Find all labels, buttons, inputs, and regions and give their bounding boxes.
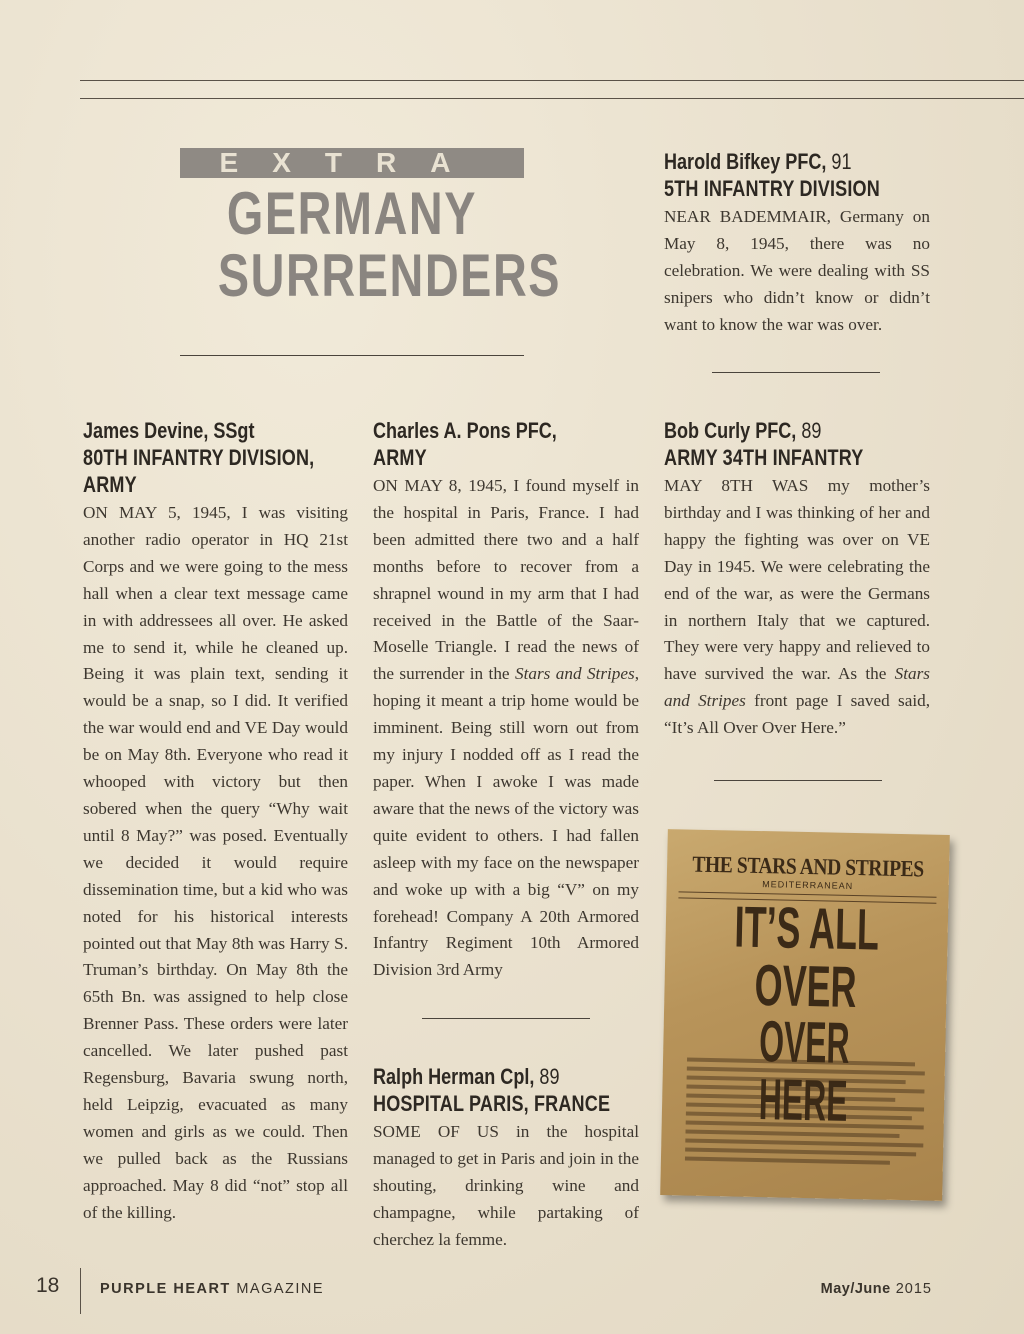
page-number: 18 [36, 1274, 60, 1297]
newspaper-title: Stars and Stripes [514, 664, 635, 684]
article-name: Bob Curly PFC, 89 [664, 418, 822, 443]
article-devine [83, 417, 348, 1226]
divider-bifkey [712, 372, 880, 373]
extra-banner: EXTRA [180, 148, 524, 178]
article-bifkey [664, 148, 930, 339]
article-name: Charles A. Pons PFC, [373, 418, 557, 443]
headline-line2: SURRENDERS [217, 242, 562, 309]
article-pons [373, 417, 639, 984]
issue-date: May/June 2015 [820, 1281, 932, 1297]
newspaper-title: Stars and Stripes [664, 664, 930, 711]
footer-rule [80, 1268, 81, 1314]
article-unit: HOSPITAL PARIS, FRANCE [373, 1091, 611, 1116]
article-name: James Devine, SSgt [83, 418, 255, 443]
article-body: SOME OF US in the hospital managed to get in Paris and join in the shouting, drinking wine and champagne, while partaking of cherchez la femme. [373, 1122, 639, 1249]
article-name: Ralph Herman Cpl, 89 [373, 1064, 560, 1089]
newspaper-photo [660, 829, 950, 1201]
divider-pons [422, 1018, 590, 1019]
article-body: NEAR BADEMMAIR, Germany on May 8, 1945, there was no celebration. We were dealing with SS snipers who didn’t know or didn’t want to know the war was over. [664, 207, 930, 334]
article-body: ON MAY 8, 1945, I found myself in the hospital in Paris, France. I had been admitted there two and a half months before to recover from a shrapnel wound in my arm that I had received in the Battle of the Saar-Moselle Triangle. I read the news of the surrender in the Stars and Stripes, hoping it meant a trip home would be imminent. Being still worn out from my injury I nodded off as I read the paper. When I awoke I was made aware that the news of the victory was quite evident to others. I had fallen asleep with my face on the newspaper and woke up with a big “V” on my forehead! Company A 20th Armored Infantry Regiment 10th Armored Division 3rd Army [373, 476, 640, 980]
article-body: ON MAY 5, 1945, I was visiting another radio operator in HQ 21st Corps and we were going to the mess hall when a clear text message came in with addressees all over. He asked me to send it, while he cleaned up. Being it was plain text, sending it would be a snap, so I did. It verified the war would end and VE Day would be on May 8th. Everyone who read it whooped with victory but then sobered when the query “Why wait until 8 May?” was posed. Eventually we decided it would require dissemination time, but a kid who was noted for his historical interests pointed out that May 8th was Harry S. Truman’s birthday. On May 8th the 65th Bn. was assigned to help close Brenner Pass. These orders were later cancelled. We later pushed past Regensburg, Bavaria swung north, held Leipzig, evacuated as many women and girls as we could. Then we pulled back as the Russians approached. May 8 did “not” stop all of the killing. [83, 503, 348, 1222]
article-curly [664, 417, 930, 742]
article-herman [373, 1063, 639, 1254]
article-unit-line2: ARMY [83, 472, 137, 497]
article-body: MAY 8TH WAS my mother’s birthday and I was thinking of her and happy the fighting was over on VE Day in 1945. We were celebrating the end of the war, as were the Germans in northern Italy that we captured. They were very happy and relieved to have survived the war. As the Stars and Stripes front page I saved said, “It’s All Over Over Here.” [664, 476, 930, 738]
article-unit: 5TH INFANTRY DIVISION [664, 176, 880, 201]
magazine-title: PURPLE HEART MAGAZINE [100, 1281, 325, 1297]
newspaper-headline-line3: OVER HERE [758, 1009, 851, 1134]
article-unit: ARMY 34TH INFANTRY [664, 445, 864, 470]
newspaper-masthead: THE STARS AND STRIPES [692, 851, 925, 882]
article-unit: 80TH INFANTRY DIVISION, [83, 445, 315, 470]
divider-curly [714, 780, 882, 781]
top-rule [80, 80, 1024, 81]
newspaper-body-text [685, 1058, 925, 1183]
banner-divider [180, 355, 524, 356]
article-name: Harold Bifkey PFC, 91 [664, 149, 852, 174]
headline-line1: GERMANY [226, 180, 478, 247]
top-rule-secondary [80, 98, 1024, 99]
newspaper-subhead: MEDITERRANEAN [762, 879, 854, 891]
article-unit: ARMY [373, 445, 427, 470]
newspaper-headline-line1: IT’S ALL [733, 894, 880, 963]
newspaper-headline-line2: OVER [753, 952, 858, 1021]
